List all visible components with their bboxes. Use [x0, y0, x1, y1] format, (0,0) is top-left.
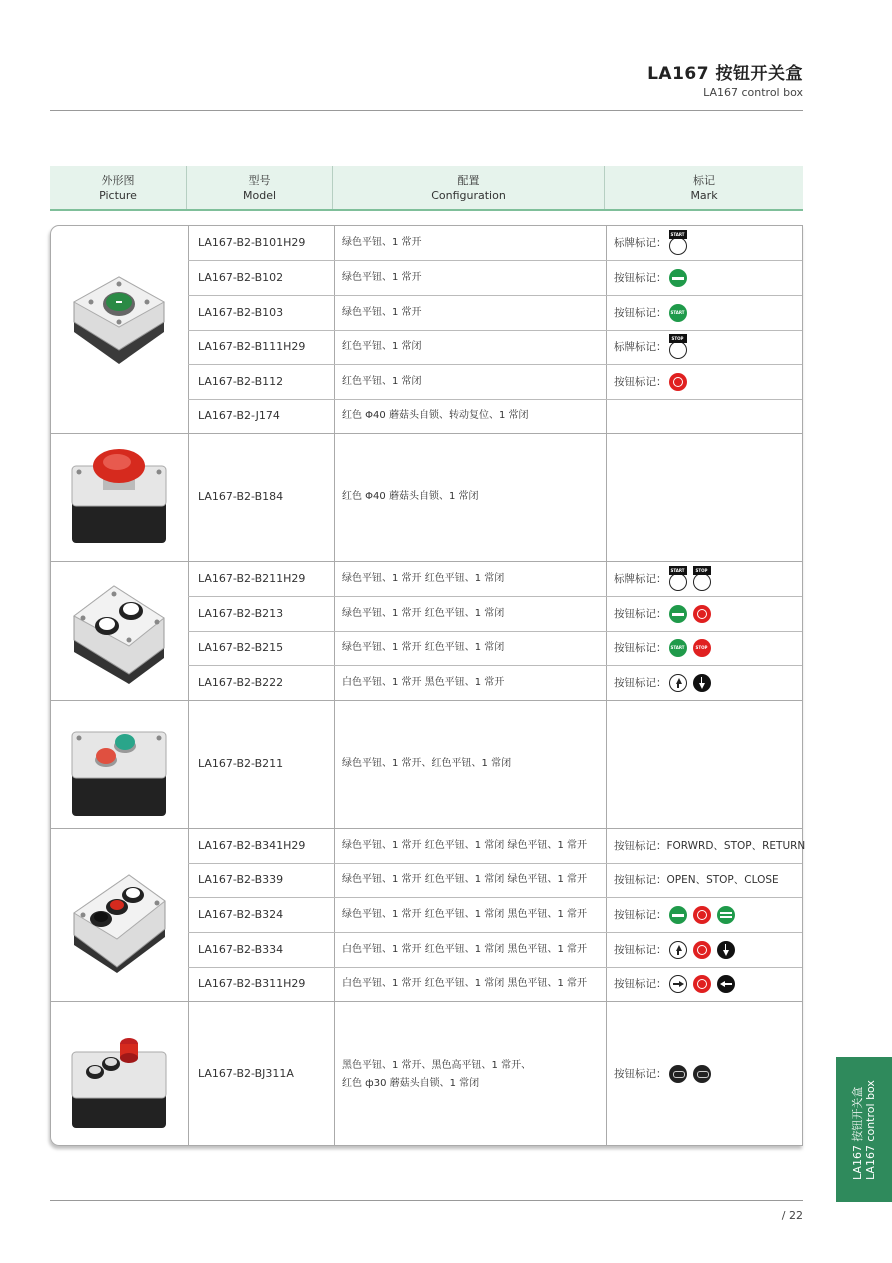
- model-cell: LA167-B2-B311H29: [198, 977, 306, 990]
- white-right-arrow-icon: [669, 975, 687, 993]
- side-tab: [836, 1057, 892, 1202]
- row-divider: [188, 596, 802, 597]
- mark-label: 按钮标记：: [614, 676, 667, 689]
- red-ring-icon: [669, 373, 687, 391]
- green-bar-icon: [669, 269, 687, 287]
- start-plate-icon: [669, 230, 687, 256]
- model-cell: LA167-B2-B103: [198, 305, 284, 319]
- row-divider: [188, 665, 802, 666]
- stop-plate-icon: [669, 334, 687, 360]
- row-divider: [188, 399, 802, 400]
- product-image-5-three-button-box: [69, 869, 169, 974]
- row-divider: [188, 863, 802, 864]
- header-picture: [50, 166, 187, 209]
- mark-cell: [614, 871, 779, 889]
- row-divider: [51, 561, 802, 562]
- row-divider: [51, 1001, 802, 1002]
- product-table: [50, 225, 806, 1146]
- row-divider: [188, 364, 802, 365]
- model-cell: LA167-B2-B324: [198, 907, 284, 921]
- header-mark: [605, 166, 803, 209]
- model-cell: LA167-B2-B215: [198, 641, 284, 654]
- mark-label: 按钮标记：: [614, 306, 667, 319]
- black-symbol-icon: [693, 1065, 711, 1083]
- config-cell: 白色平钮、1 常开 红色平钮、1 常闭 黑色平钮、1 常开: [342, 978, 587, 989]
- model-cell: LA167-B2-B102: [198, 270, 284, 284]
- mark-cell: [614, 605, 711, 623]
- row-divider: [188, 631, 802, 632]
- side-tab-en: LA167 control box: [864, 1079, 877, 1180]
- white-up-arrow-icon: [669, 674, 687, 692]
- model-cell: LA167-B2-B213: [198, 606, 284, 620]
- product-image-2-mushroom-box: [69, 438, 169, 548]
- green-double-bar-icon: [717, 906, 735, 924]
- header-picture-zh: 外形图: [101, 173, 135, 187]
- header-mark-zh: 标记: [693, 173, 715, 187]
- row-divider: [188, 932, 802, 933]
- config-cell: 白色平钮、1 常开 红色平钮、1 常闭 黑色平钮、1 常开: [342, 943, 587, 955]
- mark-label: 标牌标记：: [614, 572, 667, 585]
- footer-rule: [50, 1200, 803, 1201]
- model-cell: LA167-B2-B339: [198, 873, 284, 886]
- model-cell: LA167-B2-B341H29: [198, 838, 306, 852]
- config-cell: 绿色平钮、1 常开: [342, 306, 422, 318]
- config-cell: 红色平钮、1 常闭: [342, 341, 422, 352]
- black-left-arrow-icon: [717, 975, 735, 993]
- stop-plate-icon: [693, 566, 711, 592]
- model-cell: LA167-B2-B211H29: [198, 571, 306, 585]
- plate-label: START: [670, 567, 685, 573]
- row-divider: [188, 295, 802, 296]
- model-cell: LA167-B2-B101H29: [198, 236, 306, 249]
- green-start-icon: START: [669, 639, 687, 657]
- mark-label: 标牌标记：: [614, 341, 667, 353]
- config-cell: 绿色平钮、1 常开: [342, 237, 422, 248]
- header-model-zh: 型号: [248, 173, 271, 187]
- model-cell: LA167-B2-B112: [198, 374, 284, 388]
- mark-cell: [614, 674, 711, 692]
- mark-label: 按钮标记：: [614, 642, 667, 654]
- header-config-zh: 配置: [457, 173, 480, 187]
- mark-cell: [614, 975, 735, 993]
- green-start-icon: START: [669, 304, 687, 322]
- config-cell: 红色 Φ40 蘑菇头自锁、1 常闭: [342, 491, 479, 502]
- mark-label: 按钮标记：: [614, 271, 667, 284]
- red-ring-icon: [693, 975, 711, 993]
- page-subtitle: LA167 control box: [703, 86, 803, 99]
- mark-label: 按钮标记：: [614, 375, 667, 388]
- row-divider: [188, 967, 802, 968]
- config-cell: 红色平钮、1 常闭: [342, 375, 422, 387]
- config-cell: 绿色平钮、1 常开 红色平钮、1 常闭: [342, 607, 505, 619]
- config-cell: 红色 Φ40 蘑菇头自锁、转动复位、1 常闭: [342, 410, 529, 421]
- plate-circle: [669, 341, 687, 359]
- config-cell: 绿色平钮、1 常开 红色平钮、1 常闭 绿色平钮、1 常开: [342, 874, 587, 885]
- product-image-1-button-box: [69, 272, 169, 377]
- red-ring-icon: [693, 941, 711, 959]
- red-ring-icon: [693, 605, 711, 623]
- side-tab-text: [851, 1080, 877, 1180]
- model-cell: LA167-B2-B211: [198, 757, 284, 770]
- black-down-arrow-icon: [693, 674, 711, 692]
- row-divider: [188, 897, 802, 898]
- row-divider: [51, 828, 802, 829]
- mark-cell: [614, 941, 735, 959]
- mark-cell: [614, 639, 711, 657]
- config-cell: 绿色平钮、1 常开 红色平钮、1 常闭 绿色平钮、1 常开: [342, 839, 587, 851]
- model-cell: LA167-B2-BJ311A: [198, 1067, 294, 1080]
- header-config: [333, 166, 605, 209]
- config-cell: 白色平钮、1 常开 黑色平钮、1 常开: [342, 676, 505, 688]
- header-model-en: Model: [242, 188, 277, 202]
- mark-label: 按钮标记：: [614, 908, 667, 921]
- mark-cell: [614, 334, 687, 360]
- plate-label: START: [670, 232, 685, 237]
- config-cell: 绿色平钮、1 常开 红色平钮、1 常闭: [342, 642, 505, 653]
- black-symbol-icon: [669, 1065, 687, 1083]
- mark-label: 按钮标记：FORWRD、STOP、RETURN: [614, 839, 806, 852]
- header-config-en: Configuration: [431, 188, 506, 202]
- model-cell: LA167-B2-B222: [198, 675, 284, 689]
- page-title-block: [647, 59, 803, 99]
- start-plate-icon: [669, 566, 687, 592]
- row-divider: [188, 260, 802, 261]
- mark-label: 按钮标记：: [614, 607, 667, 620]
- page-title: LA167 按钮开关盒: [647, 64, 803, 84]
- plate-label: STOP: [693, 566, 711, 575]
- model-cell: LA167-B2-B111H29: [198, 340, 306, 353]
- config-cell: 绿色平钮、1 常开 红色平钮、1 常闭 黑色平钮、1 常开: [342, 908, 587, 920]
- product-image-3-two-button-box: [69, 578, 169, 690]
- black-down-arrow-icon: [717, 941, 735, 959]
- config-cell: 绿色平钮、1 常开、红色平钮、1 常闭: [342, 758, 512, 769]
- white-up-arrow-icon: [669, 941, 687, 959]
- top-rule: [50, 110, 803, 111]
- row-divider: [51, 433, 802, 434]
- config-cell: [342, 1057, 531, 1093]
- mark-cell: [614, 304, 687, 322]
- green-bar-icon: [669, 605, 687, 623]
- row-divider: [188, 330, 802, 331]
- mark-label: 按钮标记：OPEN、STOP、CLOSE: [614, 874, 779, 886]
- plate-circle: [669, 237, 687, 255]
- plate-circle: [669, 573, 687, 591]
- model-cell: LA167-B2-B334: [198, 942, 284, 956]
- red-ring-icon: [693, 906, 711, 924]
- product-image-6-mixed-button-box: [69, 1022, 169, 1132]
- model-cell: LA167-B2-B184: [198, 490, 284, 503]
- mark-cell: [614, 837, 806, 855]
- plate-circle: [693, 573, 711, 591]
- mark-label: 按钮标记：: [614, 978, 667, 990]
- config-cell: 绿色平钮、1 常开: [342, 271, 422, 283]
- config-line: 红色 ф30 蘑菇头自锁、1 常闭: [342, 1078, 480, 1089]
- mark-cell: [614, 906, 735, 924]
- header-model: [187, 166, 333, 209]
- mark-cell: [614, 1065, 711, 1083]
- product-image-4-red-green-box: [69, 716, 169, 821]
- config-cell: 绿色平钮、1 常开 红色平钮、1 常闭: [342, 572, 505, 584]
- row-divider: [51, 700, 802, 701]
- mark-label: 按钮标记：: [614, 1068, 667, 1080]
- green-bar-icon: [669, 906, 687, 924]
- config-line: 黑色平钮、1 常开、黑色高平钮、1 常开、: [342, 1060, 532, 1071]
- side-tab-zh: LA167 按钮开关盒: [851, 1086, 864, 1180]
- mark-cell: [614, 566, 711, 592]
- header-mark-en: Mark: [690, 188, 718, 202]
- mark-cell: [614, 230, 687, 256]
- header-picture-en: Picture: [99, 188, 137, 202]
- model-cell: LA167-B2-J174: [198, 409, 280, 422]
- mark-cell: [614, 269, 687, 287]
- mark-label: 按钮标记：: [614, 943, 667, 956]
- plate-label: STOP: [669, 334, 687, 343]
- mark-cell: [614, 373, 687, 391]
- page-number: / 22: [781, 1209, 803, 1222]
- red-stop-icon: STOP: [693, 639, 711, 657]
- table-header: [50, 166, 803, 211]
- mark-label: 标牌标记：: [614, 237, 667, 249]
